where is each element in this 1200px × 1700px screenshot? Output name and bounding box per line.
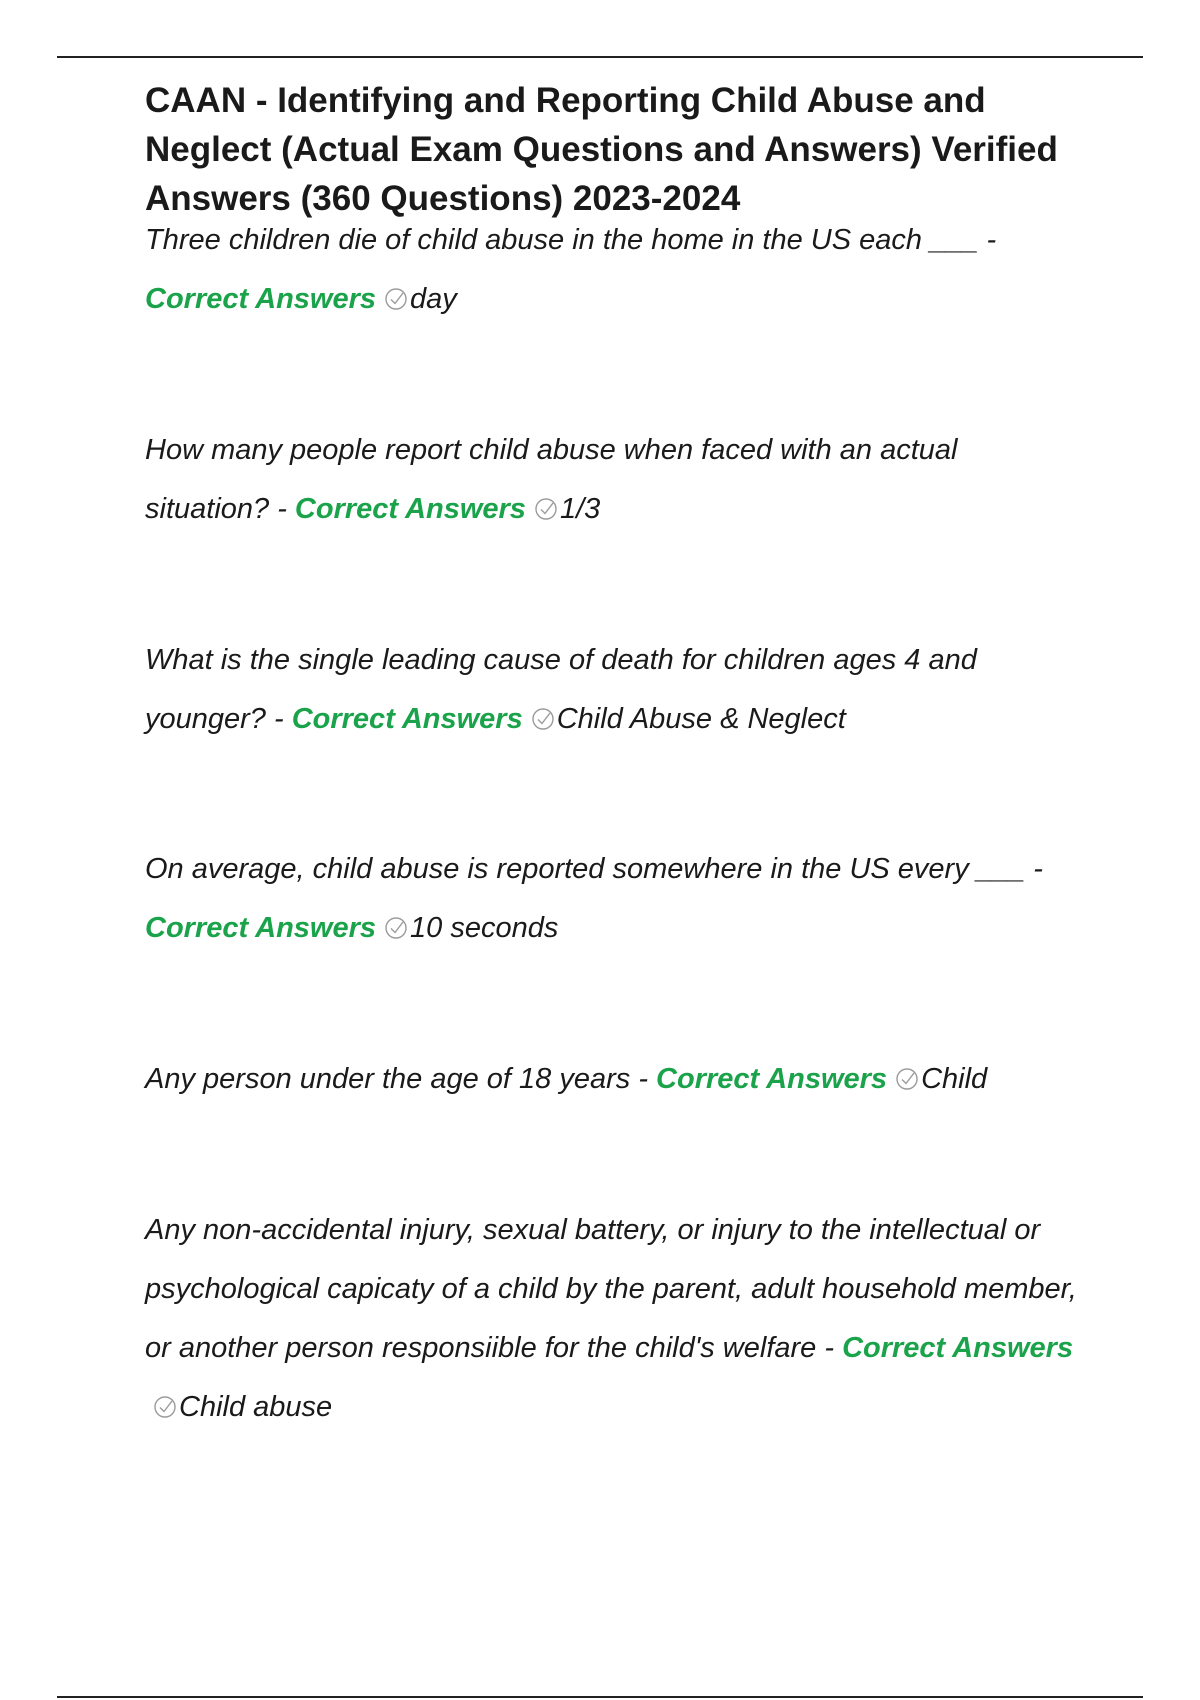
answer-label: Correct Answers — [656, 1063, 888, 1095]
header-rule — [57, 56, 1143, 58]
question-text: What is the single leading cause of death for children ages 4 and younger? - — [145, 644, 977, 735]
answer-label: Correct Answers — [294, 493, 526, 525]
document-title: CAAN - Identifying and Reporting Child Abuse and Neglect (Actual Exam Questions and Answers) Verified Answers (360 Questions) 2023-2024 — [145, 81, 1058, 218]
answer-text: 1/3 — [559, 493, 601, 525]
answer-label: Correct Answers — [145, 912, 377, 944]
question-text: Three children die of child abuse in the home in the US each ___ - — [145, 224, 997, 256]
qa-item — [145, 631, 1085, 749]
qa-item — [145, 1050, 1085, 1109]
answer-text: 10 seconds — [410, 912, 559, 944]
check-circle-icon — [531, 706, 557, 732]
qa-item — [145, 1201, 1085, 1437]
check-circle-icon — [384, 286, 410, 312]
answer-text: Child abuse — [179, 1391, 333, 1423]
question-text: On average, child abuse is reported somewhere in the US every ___ - — [145, 853, 1043, 885]
question-text: How many people report child abuse when faced with an actual situation? - — [145, 434, 958, 525]
question-text: Any non-accidental injury, sexual battery, or injury to the intellectual or psychological capicaty of a child by the parent, adult household member, or another person responsiible for the child's welfare - — [145, 1214, 1077, 1364]
footer-rule — [57, 1696, 1143, 1698]
check-circle-icon — [534, 496, 560, 522]
qa-item — [145, 840, 1085, 958]
check-circle-icon — [384, 915, 410, 941]
qa-item — [145, 421, 1085, 539]
answer-label: Correct Answers — [291, 703, 523, 735]
answer-text: day — [410, 283, 457, 315]
answer-text: Child Abuse & Neglect — [556, 703, 846, 735]
qa-item — [145, 211, 1085, 329]
answer-text: Child — [921, 1063, 988, 1095]
check-circle-icon — [153, 1394, 179, 1420]
check-circle-icon — [895, 1066, 921, 1092]
answer-label: Correct Answers — [842, 1332, 1074, 1364]
question-text: Any person under the age of 18 years - — [145, 1063, 657, 1095]
answer-label: Correct Answers — [145, 283, 377, 315]
